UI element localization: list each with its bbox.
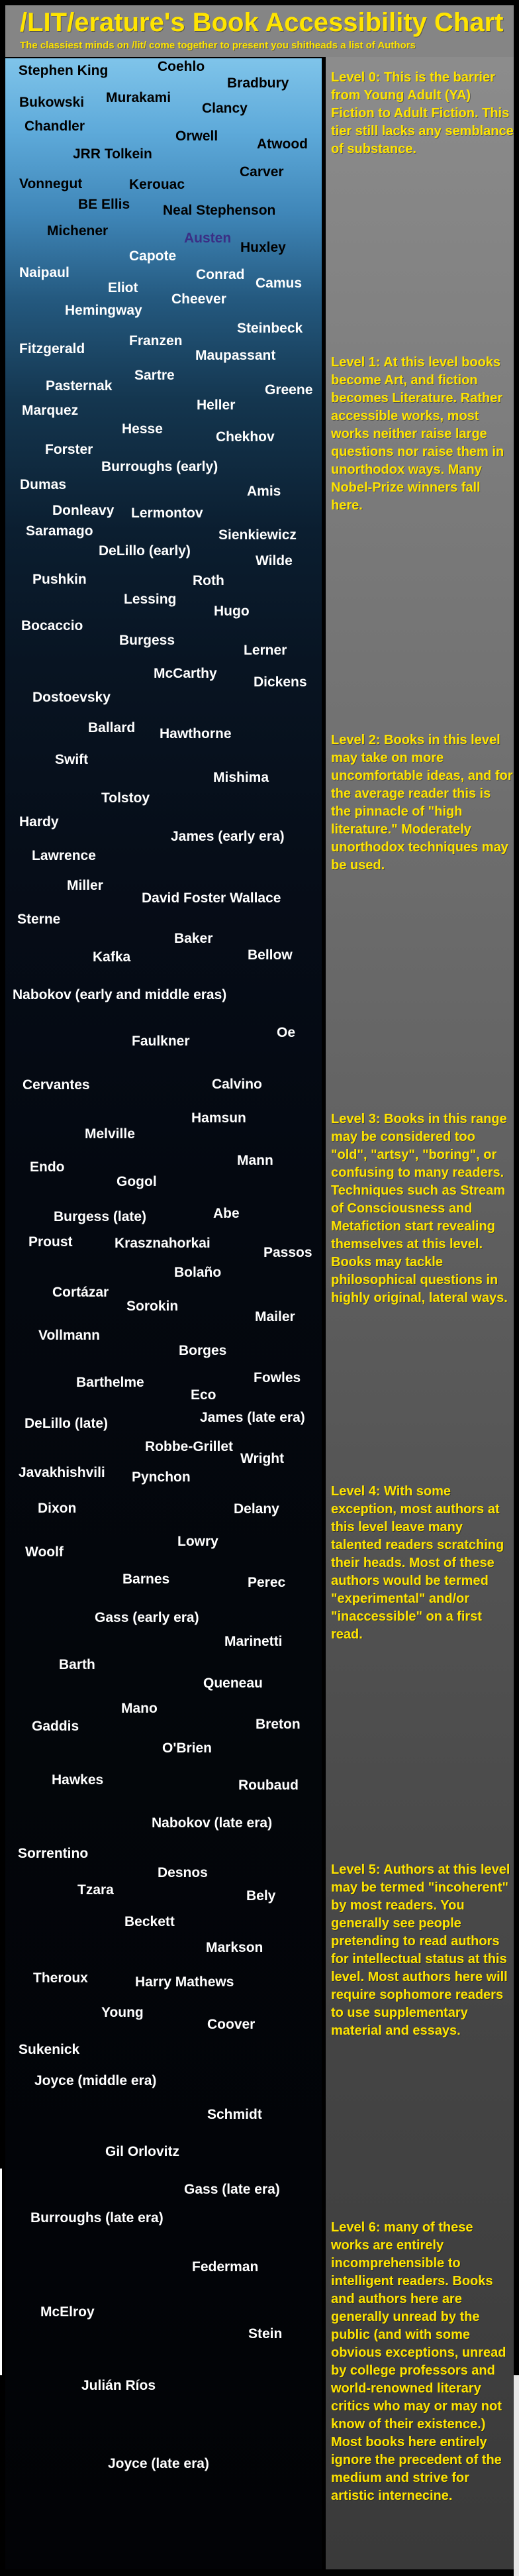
author-label: Vollmann	[38, 1328, 100, 1343]
author-label: Delany	[234, 1501, 279, 1517]
author-label: Huxley	[240, 240, 286, 255]
author-label: Maupassant	[195, 348, 276, 363]
page-title: /LIT/erature's Book Accessibility Chart	[20, 8, 504, 37]
author-label: Passos	[263, 1245, 312, 1260]
author-label: Pynchon	[132, 1470, 191, 1485]
author-label: Swift	[55, 752, 89, 767]
author-label: Joyce (late era)	[108, 2456, 209, 2471]
author-label: Marinetti	[224, 1634, 283, 1649]
author-label: Gil Orlovitz	[105, 2144, 180, 2159]
author-label: Amis	[247, 484, 281, 499]
author-label: Mann	[237, 1153, 273, 1168]
author-label: Sorokin	[126, 1299, 179, 1314]
author-label: Mailer	[255, 1309, 295, 1324]
author-label: Schmidt	[207, 2107, 262, 2122]
author-label: Stein	[248, 2326, 283, 2341]
author-label: Burroughs (early)	[101, 459, 218, 474]
author-label: Roubaud	[238, 1778, 299, 1793]
author-label: Hardy	[19, 814, 59, 830]
author-label: Young	[101, 2005, 144, 2020]
author-label: Lessing	[124, 592, 177, 607]
author-label: Lawrence	[32, 848, 96, 863]
author-label: Bradbury	[227, 76, 289, 91]
level-3-description: Level 3: Books in this range may be considered too "old", "artsy", "boring", or confusing to many readers. Techniques such as Stream of Consciousness and Metafiction start revealing themselves at this level. Books may tackle philosophical questions in highly original, lateral ways.	[331, 1112, 508, 1305]
author-label: Bellow	[248, 947, 293, 963]
author-label: Barth	[59, 1657, 95, 1672]
page-subtitle: The classiest minds on /lit/ come together to present you shitheads a list of Authors	[20, 40, 416, 51]
author-label: Ballard	[88, 720, 136, 735]
author-label: Burgess	[119, 633, 175, 648]
author-label: BE Ellis	[78, 197, 130, 212]
author-label: Abe	[213, 1206, 240, 1221]
author-label: Tzara	[77, 1882, 114, 1898]
author-label: Proust	[28, 1234, 73, 1250]
author-label: Mano	[121, 1701, 158, 1716]
author-label: Dixon	[38, 1501, 77, 1516]
author-label: Stephen King	[19, 63, 109, 78]
author-label: O'Brien	[162, 1741, 212, 1756]
author-label: Federman	[192, 2259, 259, 2275]
author-label: Sterne	[17, 912, 61, 927]
author-label: Clancy	[202, 101, 248, 116]
author-label: Saramago	[26, 523, 93, 539]
author-label: Hawthorne	[160, 726, 232, 741]
author-label: Miller	[67, 878, 103, 893]
author-label: Murakami	[106, 90, 171, 105]
author-label: DeLillo (early)	[99, 543, 191, 559]
author-label: Gogol	[117, 1174, 157, 1189]
author-label: Coehlo	[158, 59, 205, 74]
level-4-description: Level 4: With some exception, most authors at this level leave many talented readers scratching their heads. Most of these authors would be termed "experimental" and/or "inaccessible" on a first read.	[331, 1484, 504, 1642]
author-label: Greene	[265, 382, 313, 398]
author-label: Borges	[179, 1343, 227, 1358]
author-label: Bukowski	[19, 95, 85, 110]
author-label: Steinbeck	[237, 321, 303, 336]
author-label: Gass (early era)	[95, 1610, 199, 1625]
author-label: Forster	[45, 442, 93, 457]
author-label: Coover	[207, 2017, 256, 2032]
author-label: McElroy	[40, 2304, 95, 2320]
author-label: Chekhov	[216, 429, 275, 445]
author-label: Nabokov (late era)	[152, 1815, 273, 1831]
author-label: James (early era)	[171, 829, 285, 844]
author-label: Burgess (late)	[54, 1209, 147, 1224]
author-label: Baker	[174, 931, 213, 946]
author-label: Kerouac	[129, 177, 185, 192]
author-label: Eliot	[108, 280, 138, 295]
author-label: Chandler	[24, 119, 85, 134]
author-label: Hawkes	[52, 1772, 104, 1788]
author-label: Austen	[184, 231, 232, 246]
author-label: Markson	[206, 1940, 263, 1955]
author-label: Cervantes	[23, 1077, 90, 1093]
author-label: Dickens	[254, 674, 307, 690]
author-label: Lowry	[177, 1534, 218, 1549]
author-label: Sartre	[134, 368, 175, 383]
author-label: Gass (late era)	[184, 2182, 280, 2197]
level-2-description: Level 2: Books in this level may take on more uncomfortable ideas, and for the average reader this is the pinnacle of "high literature." Moderately unorthodox techniques may be used.	[331, 733, 513, 873]
author-label: Orwell	[175, 129, 218, 144]
author-label: Roth	[193, 573, 224, 588]
author-label: Donleavy	[52, 503, 115, 518]
level-6-description: Level 6: many of these works are entirely incomprehensible to intelligent readers. Books and authors here are generally unread by the public (and with some obvious exceptions, unread by college professors and world-renowned literary critics who may or may not know of their existence.) Most books here entirely ignore the precedent of the medium and strive for artistic internecine.	[331, 2220, 506, 2503]
author-label: Hemingway	[65, 303, 142, 318]
author-label: Endo	[30, 1159, 65, 1175]
author-label: Wilde	[256, 553, 293, 568]
author-label: Lermontov	[131, 506, 203, 521]
author-label: Franzen	[129, 333, 183, 349]
author-label: Krasznahorkai	[115, 1236, 211, 1251]
edge-artifact-right	[514, 2375, 519, 2576]
author-label: Atwood	[257, 136, 308, 152]
author-label: Beckett	[124, 1914, 175, 1929]
author-label: Robbe-Grillet	[145, 1439, 234, 1454]
author-label: Pasternak	[46, 378, 113, 394]
author-label: Heller	[197, 398, 236, 413]
author-label: Barnes	[122, 1572, 170, 1587]
author-label: Melville	[85, 1126, 135, 1142]
author-label: Joyce (middle era)	[34, 2073, 157, 2088]
author-label: David Foster Wallace	[142, 890, 281, 906]
level-5-description: Level 5: Authors at this level may be termed "incoherent" by most readers. You generally see people pretending to read authors for intellectual status at this level. Most authors here will require sophomore readers to use supplementary material and essays.	[331, 1862, 510, 2038]
author-label: Lerner	[244, 643, 287, 658]
author-label: Bely	[246, 1888, 276, 1904]
author-label: Burroughs (late era)	[30, 2210, 164, 2226]
edge-artifact-left	[0, 2169, 2, 2375]
author-label: DeLillo (late)	[24, 1416, 109, 1431]
author-label: Kafka	[93, 949, 131, 965]
author-label: Dostoevsky	[32, 690, 111, 705]
author-label: Michener	[47, 223, 109, 239]
author-label: Pushkin	[32, 572, 87, 587]
author-label: Mishima	[213, 770, 269, 785]
author-label: Fitzgerald	[19, 341, 85, 356]
author-label: Faulkner	[132, 1034, 190, 1049]
author-label: Calvino	[212, 1077, 262, 1092]
author-label: Capote	[129, 248, 177, 264]
author-label: Theroux	[33, 1970, 88, 1986]
author-label: Camus	[256, 276, 303, 291]
level-1-description: Level 1: At this level books become Art, and fiction becomes Literature. Rather accessible works, most works neither raise large questions nor raise them in unorthodox ways. Many Nobel-Prize winners fall here.	[331, 355, 504, 513]
author-label: Hugo	[214, 604, 250, 619]
author-label: Wright	[240, 1451, 285, 1466]
author-label: Gaddis	[32, 1719, 79, 1734]
author-label: Julián Ríos	[81, 2378, 156, 2393]
author-label: Barthelme	[76, 1375, 144, 1390]
author-label: Eco	[191, 1387, 216, 1403]
author-label: Sienkiewicz	[218, 527, 297, 543]
level-0-description: Level 0: This is the barrier from Young Adult (YA) Fiction to Adult Fiction. This tier still lacks any semblance of substance.	[331, 70, 514, 156]
author-label: Sorrentino	[18, 1846, 89, 1861]
author-label: Javakhishvili	[19, 1465, 105, 1480]
author-label: Queneau	[203, 1676, 263, 1691]
author-label: Hamsun	[191, 1110, 246, 1126]
author-label: Cortázar	[52, 1285, 109, 1300]
author-label: James (late era)	[200, 1410, 305, 1425]
author-label: Vonnegut	[19, 176, 83, 191]
author-label: Marquez	[22, 403, 79, 418]
author-label: Harry Mathews	[135, 1974, 234, 1990]
author-label: Cheever	[171, 292, 226, 307]
author-label: Breton	[256, 1717, 301, 1732]
author-label: Hesse	[122, 421, 163, 437]
author-label: Oe	[277, 1025, 296, 1040]
author-label: Bolaño	[174, 1265, 222, 1280]
author-label: McCarthy	[154, 666, 217, 681]
author-label: Bocaccio	[21, 618, 83, 633]
author-label: JRR Tolkein	[73, 146, 152, 162]
author-label: Neal Stephenson	[163, 203, 276, 218]
author-label: Sukenick	[19, 2042, 80, 2057]
author-label: Conrad	[196, 267, 245, 282]
author-label: Carver	[240, 164, 284, 180]
author-label: Nabokov (early and middle eras)	[13, 987, 227, 1002]
author-label: Tolstoy	[101, 790, 150, 806]
author-label: Fowles	[254, 1370, 301, 1385]
author-label: Woolf	[25, 1544, 64, 1560]
author-label: Dumas	[20, 477, 67, 492]
author-label: Desnos	[158, 1865, 208, 1880]
author-label: Perec	[248, 1575, 286, 1590]
author-label: Naipaul	[19, 265, 70, 280]
